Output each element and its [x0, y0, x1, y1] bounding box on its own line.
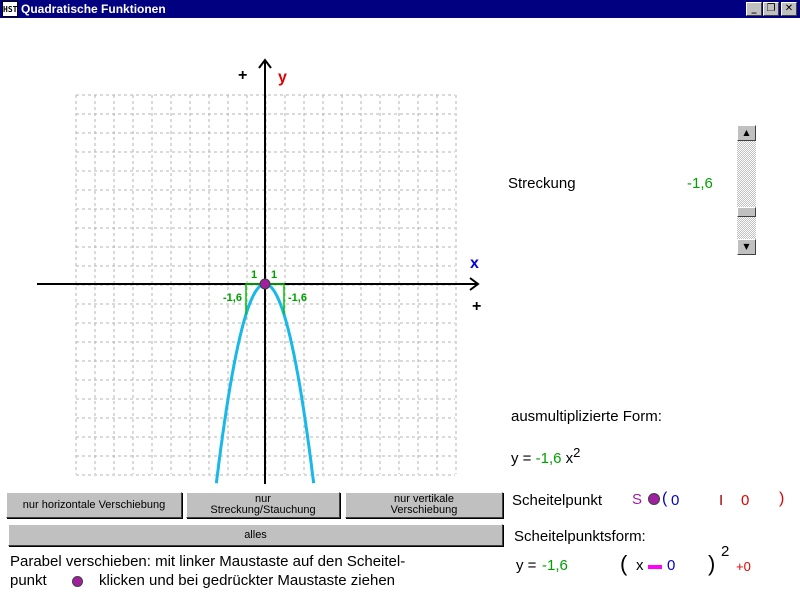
scroll-track[interactable] [737, 141, 756, 239]
scheitelpunkt-label: Scheitelpunkt [512, 492, 603, 509]
scheitelpunktsform-heading: Scheitelpunktsform: [514, 528, 646, 545]
scroll-up-button[interactable]: ▲ [737, 125, 756, 141]
x-plus-label: + [472, 298, 482, 315]
app-icon: HST [2, 1, 18, 17]
ausmultipliziert-exp: 2 [573, 445, 581, 460]
vertical-button-line2: Verschiebung [390, 504, 458, 516]
y-plus-label: + [238, 67, 248, 84]
scheitelpunktsform-lhs: y = [516, 557, 537, 574]
step-value-right-label: -1,6 [288, 292, 307, 304]
ausmultipliziert-coef: -1,6 [535, 450, 562, 467]
instruction-line1: Parabel verschieben: mit linker Maustaste auf den Scheitel- [10, 553, 406, 570]
scheitelpunkt-sep: I [719, 492, 724, 509]
scheitelpunkt-x: 0 [671, 492, 680, 509]
scheitelpunktsform-yterm: +0 [736, 559, 751, 574]
restore-button[interactable]: ❐ [763, 2, 779, 16]
scheitelpunkt-s: S [632, 491, 643, 508]
minus-sign [648, 565, 662, 569]
coordinate-graph[interactable] [0, 18, 500, 490]
scheitelpunktsform-close: ) [708, 551, 716, 576]
ausmultipliziert-heading: ausmultiplizierte Form: [511, 408, 662, 425]
scheitelpunkt-open: ( [662, 490, 668, 507]
step-one-right-label: 1 [271, 269, 278, 281]
scheitelpunktsform-coef: -1,6 [542, 557, 568, 574]
vertex-handle[interactable] [260, 279, 270, 289]
all-button[interactable]: alles [8, 524, 503, 546]
scroll-thumb[interactable] [737, 207, 756, 217]
scheitelpunktsform-exp: 2 [721, 543, 730, 560]
instruction-line2a: punkt [10, 572, 47, 589]
stretch-button-line1: nur [255, 493, 271, 505]
scheitelpunktsform-var: x [636, 557, 644, 574]
ausmultipliziert-lhs: y = [511, 450, 532, 467]
step-one-left-label: 1 [251, 269, 258, 281]
stretch-button-line2: Streckung/Stauchung [210, 504, 316, 516]
ausmultipliziert-formula [511, 445, 580, 467]
scroll-down-button[interactable]: ▼ [737, 239, 756, 255]
scheitelpunkt-y: 0 [741, 492, 750, 509]
streckung-scrollbar[interactable] [737, 125, 756, 255]
step-value-left-label: -1,6 [223, 292, 242, 304]
scheitelpunkt-close: ) [779, 490, 785, 507]
horizontal-shift-button[interactable]: nur horizontale Verschiebung [6, 492, 182, 518]
streckung-label: Streckung [508, 175, 576, 192]
x-axis-label: x [470, 255, 479, 272]
vertex-dot-icon [72, 576, 83, 587]
stretch-button[interactable] [186, 492, 340, 518]
y-axis-label: y [278, 69, 287, 86]
close-button[interactable]: ✕ [781, 2, 797, 16]
vertical-button-line1: nur vertikale [394, 493, 454, 505]
minimize-button[interactable]: _ [746, 2, 762, 16]
scheitelpunkt-dot-icon [648, 493, 660, 505]
scheitelpunktsform-x0: 0 [667, 557, 676, 574]
instruction-line2b: klicken und bei gedrückter Maustaste ziehen [99, 572, 396, 589]
scheitelpunktsform-open: ( [620, 551, 628, 576]
window-title: Quadratische Funktionen [21, 2, 166, 16]
streckung-value: -1,6 [687, 175, 713, 192]
vertical-shift-button[interactable] [345, 492, 503, 518]
ausmultipliziert-var: x [565, 450, 574, 467]
title-bar [0, 0, 800, 18]
